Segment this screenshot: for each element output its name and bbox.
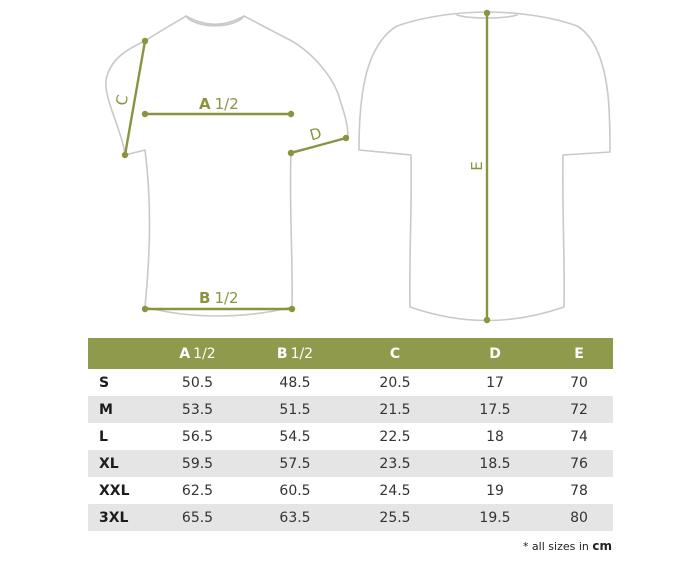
value-b: 54.5 bbox=[279, 428, 311, 445]
value-a: 59.5 bbox=[150, 450, 245, 477]
table-row bbox=[88, 423, 613, 450]
measure-dot bbox=[122, 152, 128, 158]
value-c: 21.5 bbox=[345, 396, 445, 423]
size-label: M bbox=[88, 396, 150, 423]
value-e: 74 bbox=[570, 428, 588, 445]
size-label: L bbox=[99, 428, 108, 445]
label-a-half bbox=[199, 95, 239, 113]
value-c: 23.5 bbox=[345, 450, 445, 477]
value-e: 78 bbox=[570, 482, 588, 499]
units-footnote bbox=[523, 539, 612, 553]
footnote-text: * all sizes in bbox=[522, 540, 589, 553]
table-row bbox=[88, 477, 613, 504]
header-size bbox=[88, 338, 150, 369]
label-d: D bbox=[307, 123, 324, 145]
value-c: 22.5 bbox=[379, 428, 411, 445]
size-label: 3XL bbox=[88, 504, 150, 531]
measure-dot bbox=[142, 111, 148, 117]
value-b: 51.5 bbox=[245, 396, 345, 423]
measure-dot bbox=[142, 306, 148, 312]
label-b-fraction: 1/2 bbox=[214, 289, 239, 307]
value-a: 56.5 bbox=[181, 428, 214, 445]
table-header-row bbox=[88, 338, 613, 369]
label-a: A bbox=[199, 95, 211, 113]
footnote-unit: cm bbox=[592, 539, 612, 553]
value-d: 18 bbox=[486, 428, 504, 445]
value-c: 25.5 bbox=[345, 504, 445, 531]
size-label: XL bbox=[88, 450, 150, 477]
value-d: 18.5 bbox=[445, 450, 545, 477]
value-c: 24.5 bbox=[379, 482, 411, 499]
value-a: 65.5 bbox=[150, 504, 245, 531]
table-row bbox=[88, 369, 613, 396]
label-a-fraction: 1/2 bbox=[214, 95, 239, 113]
header-d: D bbox=[445, 338, 545, 369]
label-b: B bbox=[199, 289, 211, 307]
size-label: XXL bbox=[99, 482, 130, 499]
measure-dot bbox=[288, 111, 294, 117]
measure-dot bbox=[484, 10, 490, 16]
table-row bbox=[88, 396, 613, 423]
value-b: 48.5 bbox=[279, 374, 311, 391]
measure-dot bbox=[288, 150, 294, 156]
value-e: 80 bbox=[545, 504, 613, 531]
measure-dot bbox=[142, 38, 148, 44]
value-d: 19 bbox=[486, 482, 504, 499]
value-e: 70 bbox=[570, 374, 588, 391]
table-row bbox=[88, 450, 613, 477]
value-d: 17.5 bbox=[445, 396, 545, 423]
value-a: 62.5 bbox=[181, 482, 214, 499]
value-b: 63.5 bbox=[245, 504, 345, 531]
value-d: 19.5 bbox=[445, 504, 545, 531]
value-e: 72 bbox=[545, 396, 613, 423]
label-c: C bbox=[112, 93, 132, 107]
value-e: 76 bbox=[545, 450, 613, 477]
value-c: 20.5 bbox=[379, 374, 411, 391]
table-row bbox=[88, 504, 613, 531]
size-label: S bbox=[99, 374, 110, 391]
measure-dot bbox=[343, 135, 349, 141]
header-b: B 1/2 bbox=[245, 338, 345, 369]
measure-dot bbox=[484, 317, 490, 323]
value-a: 50.5 bbox=[181, 374, 214, 391]
label-e: E bbox=[468, 161, 486, 171]
header-e: E bbox=[545, 338, 613, 369]
label-b-half bbox=[199, 289, 239, 307]
value-d: 17 bbox=[486, 374, 504, 391]
measure-dot bbox=[289, 306, 295, 312]
value-a: 53.5 bbox=[150, 396, 245, 423]
header-c: C bbox=[345, 338, 445, 369]
value-b: 57.5 bbox=[245, 450, 345, 477]
size-chart-table bbox=[88, 338, 613, 531]
header-a: A 1/2 bbox=[150, 338, 245, 369]
value-b: 60.5 bbox=[279, 482, 311, 499]
